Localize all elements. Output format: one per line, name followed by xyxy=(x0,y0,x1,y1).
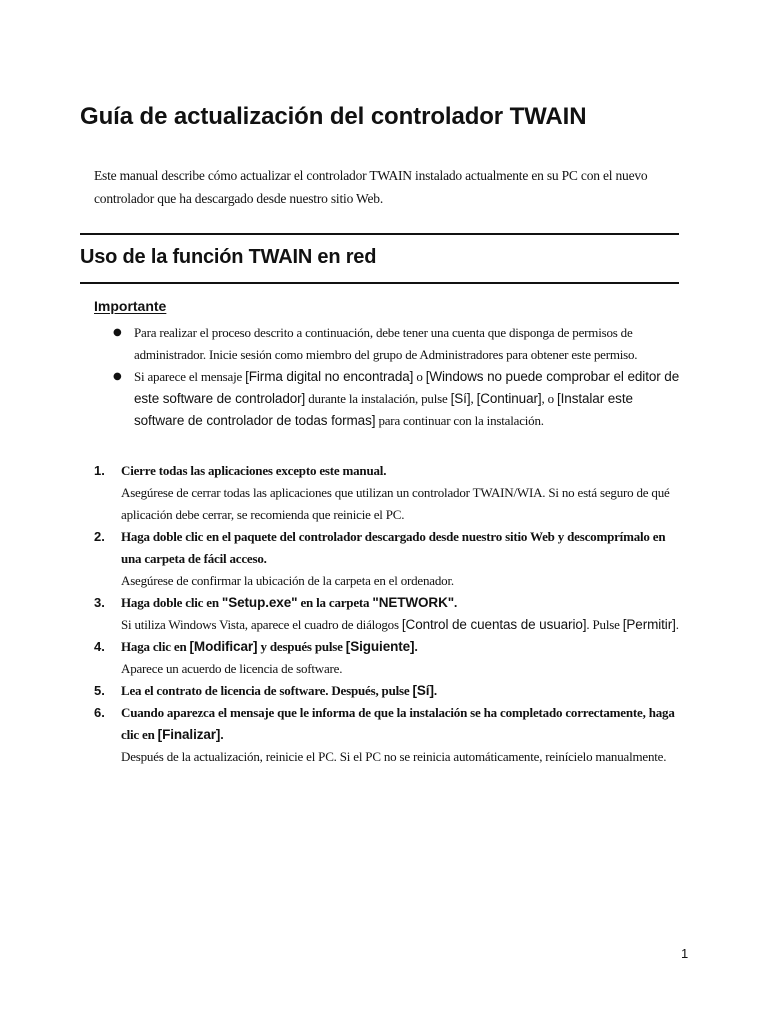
note-text: , xyxy=(470,391,477,406)
intro-paragraph: Este manual describe cómo actualizar el controlador TWAIN instalado actualmente en su PC con el nuevo controlador que ha descargado desde nuestro sitio Web. xyxy=(94,168,648,206)
step-heading xyxy=(121,636,684,658)
note-text: durante la instalación, pulse xyxy=(305,391,451,406)
button-name: [Modificar] xyxy=(189,639,258,654)
step-heading-text: Haga clic en xyxy=(121,639,190,654)
step-6 xyxy=(94,702,684,768)
step-number: 6. xyxy=(94,705,105,720)
step-heading-text: y después pulse xyxy=(257,639,346,654)
step-number: 2. xyxy=(94,529,105,544)
note-text: para continuar con la instalación. xyxy=(375,413,544,428)
step-description-text: . Pulse xyxy=(586,617,623,632)
button-name: [Siguiente] xyxy=(345,639,415,654)
note-text: Si aparece el mensaje xyxy=(134,369,246,384)
step-heading-text: Lea el contrato de licencia de software. Después, pulse xyxy=(121,683,413,698)
procedure-steps xyxy=(94,460,684,768)
bullet-icon: ● xyxy=(113,371,122,382)
step-5 xyxy=(94,680,684,702)
button-name: [Continuar] xyxy=(476,391,542,406)
section-rule-bottom xyxy=(80,282,679,284)
step-description-text: Si utiliza Windows Vista, aparece el cuadro de diálogos xyxy=(121,617,402,632)
step-heading-text: . xyxy=(454,595,458,610)
step-heading-text: en la carpeta xyxy=(297,595,373,610)
section-title: Uso de la función TWAIN en red xyxy=(80,246,377,268)
message-name: [Windows no puede comprobar el editor de este software de controlador] xyxy=(134,369,680,406)
button-name: [Permitir] xyxy=(622,617,676,632)
step-number: 1. xyxy=(94,463,105,478)
message-name: [Firma digital no encontrada] xyxy=(245,369,414,384)
step-heading-text: Haga doble clic en xyxy=(121,595,222,610)
step-1 xyxy=(94,460,684,526)
button-name: [Instalar este software de controlador de todas formas] xyxy=(134,391,633,428)
step-description: Asegúrese de confirmar la ubicación de la carpeta en el ordenador. xyxy=(121,573,454,588)
step-description-text: . xyxy=(675,617,679,632)
step-number: 3. xyxy=(94,595,105,610)
button-name: [Sí] xyxy=(412,683,434,698)
document-title: Guía de actualización del controlador TWAIN xyxy=(80,103,587,130)
note-text: , o xyxy=(541,391,557,406)
step-heading-text: . xyxy=(433,683,437,698)
note-text: o xyxy=(413,369,426,384)
note-text: Para realizar el proceso descrito a continuación, debe tener una cuenta que disponga de permisos de administrador. Inicie sesión como miembro del grupo de Administradores para obtener este permiso. xyxy=(134,325,638,362)
button-name: [Finalizar] xyxy=(157,727,221,742)
dialog-name: [Control de cuentas de usuario] xyxy=(401,617,587,632)
step-2 xyxy=(94,526,684,592)
step-description: Después de la actualización, reinicie el PC. Si el PC no se reinicia automáticamente, reinícielo manualmente. xyxy=(121,749,667,764)
folder-name: "NETWORK" xyxy=(372,595,455,610)
bullet-icon: ● xyxy=(113,327,122,338)
step-heading-text: Cuando aparezca el mensaje que le informa de que la instalación se ha completado correctamente, haga clic en xyxy=(121,705,675,742)
note-driver-signature xyxy=(94,366,684,432)
step-description: Asegúrese de cerrar todas las aplicaciones que utilizan un controlador TWAIN/WIA. Si no está seguro de qué aplicación debe cerrar, se recomienda que reinicie el PC. xyxy=(121,485,670,522)
step-3 xyxy=(94,592,684,636)
note-admin-permissions xyxy=(94,322,684,366)
important-notes-list xyxy=(94,322,684,432)
step-heading: Cierre todas las aplicaciones excepto este manual. xyxy=(121,463,387,478)
step-description xyxy=(121,614,684,636)
step-description: Aparece un acuerdo de licencia de software. xyxy=(121,661,343,676)
step-heading xyxy=(121,680,684,702)
section-rule-top xyxy=(80,233,679,235)
step-heading-text: . xyxy=(220,727,224,742)
step-heading xyxy=(121,592,684,614)
important-label: Importante xyxy=(94,298,167,314)
step-heading xyxy=(121,702,684,746)
button-name: [Sí] xyxy=(450,391,471,406)
step-number: 5. xyxy=(94,683,105,698)
step-4 xyxy=(94,636,684,680)
step-heading: Haga doble clic en el paquete del controlador descargado desde nuestro sitio Web y descomprímalo en una carpeta de fácil acceso. xyxy=(121,529,666,566)
page-number: 1 xyxy=(681,946,689,961)
step-number: 4. xyxy=(94,639,105,654)
file-name: "Setup.exe" xyxy=(221,595,298,610)
step-heading-text: . xyxy=(414,639,418,654)
